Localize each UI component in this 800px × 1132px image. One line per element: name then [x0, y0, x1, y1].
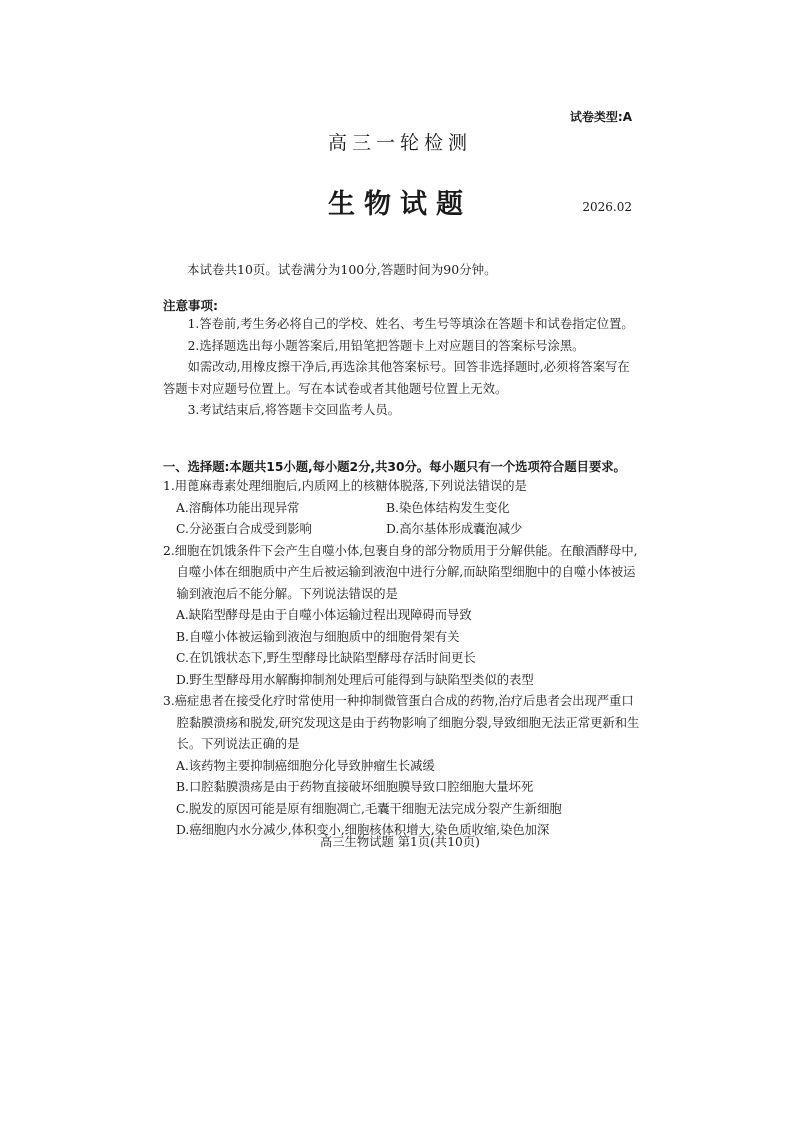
note-item: 2.选择题选出每小题答案后,用铅笔把答题卡上对应题目的答案标号涂黑。 — [187, 338, 585, 353]
option-a: A.该药物主要抑制癌细胞分化导致肿瘤生长减缓 — [176, 758, 435, 773]
question-list — [163, 476, 641, 842]
exam-intro: 本试卷共10页。试卷满分为100分,答题时间为90分钟。 — [187, 262, 497, 277]
notes-heading: 注意事项: — [163, 298, 218, 313]
question-2 — [163, 541, 641, 692]
question-1 — [163, 476, 641, 541]
option-c: C.分泌蛋白合成受到影响 — [176, 522, 312, 536]
note-item: 3.考试结束后,将答题卡交回监考人员。 — [187, 403, 400, 417]
option-c: C.在饥饿状态下,野生型酵母比缺陷型酵母存活时间更长 — [176, 651, 476, 665]
option-c: C.脱发的原因可能是原有细胞凋亡,毛囊干细胞无法完成分裂产生新细胞 — [176, 801, 562, 816]
exam-title: 高三一轮检测 — [327, 132, 472, 154]
question-stem: 2.细胞在饥饿条件下会产生自噬小体,包裹自身的部分物质用于分解供能。在酿酒酵母中,自噬小体在细胞质中产生后被运输到液泡中进行分解,而缺陷型细胞中的自噬小体被运输到液泡后不能分解。下列说法错误的是 — [163, 543, 638, 601]
option-grid — [163, 498, 641, 541]
question-3 — [163, 691, 641, 842]
paper-type-label: 试卷类型:A — [569, 110, 632, 124]
option-b: B.染色体结构发生变化 — [386, 500, 510, 515]
option-a: A.溶酶体功能出现异常 — [176, 500, 300, 515]
option-a: A.缺陷型酵母是由于自噬小体运输过程出现障碍而导致 — [176, 608, 472, 622]
exam-date: 2026.02 — [582, 200, 632, 214]
option-b: B.自噬小体被运输到液泡与细胞质中的细胞骨架有关 — [176, 629, 460, 644]
question-stem: 1.用蓖麻毒素处理细胞后,内质网上的核糖体脱落,下列说法错误的是 — [163, 479, 527, 493]
note-item: 如需改动,用橡皮擦干净后,再选涂其他答案标号。回答非选择题时,必须将答案写在答题卡对应题号位置上。写在本试卷或者其他题号位置上无效。 — [163, 360, 630, 396]
note-item: 1.答卷前,考生务必将自己的学校、姓名、考生号等填涂在答题卡和试卷指定位置。 — [187, 317, 634, 331]
subject-title: 生物试题 — [328, 189, 472, 220]
option-d: D.高尔基体形成囊泡减少 — [386, 522, 523, 536]
option-d: D.癌细胞内水分减少,体积变小,细胞核体积增大,染色质收缩,染色加深 — [176, 823, 550, 837]
notes-list — [163, 314, 641, 422]
option-b: B.口腔黏膜溃疡是由于药物直接破坏细胞膜导致口腔细胞大量坏死 — [176, 780, 534, 794]
page-footer: 高三生物试题 第1页(共10页) — [320, 835, 480, 849]
section-heading: 一、选择题:本题共15小题,每小题2分,共30分。每小题只有一个选项符合题目要求。 — [163, 460, 626, 474]
option-d: D.野生型酵母用水解酶抑制剂处理后可能得到与缺陷型类似的表型 — [176, 672, 534, 687]
question-stem: 3.癌症患者在接受化疗时常使用一种抑制微管蛋白合成的药物,治疗后患者会出现严重口腔黏膜溃疡和脱发,研究发现这是由于药物影响了细胞分裂,导致细胞无法正常更新和生长。下列说法正确的是 — [163, 694, 640, 751]
